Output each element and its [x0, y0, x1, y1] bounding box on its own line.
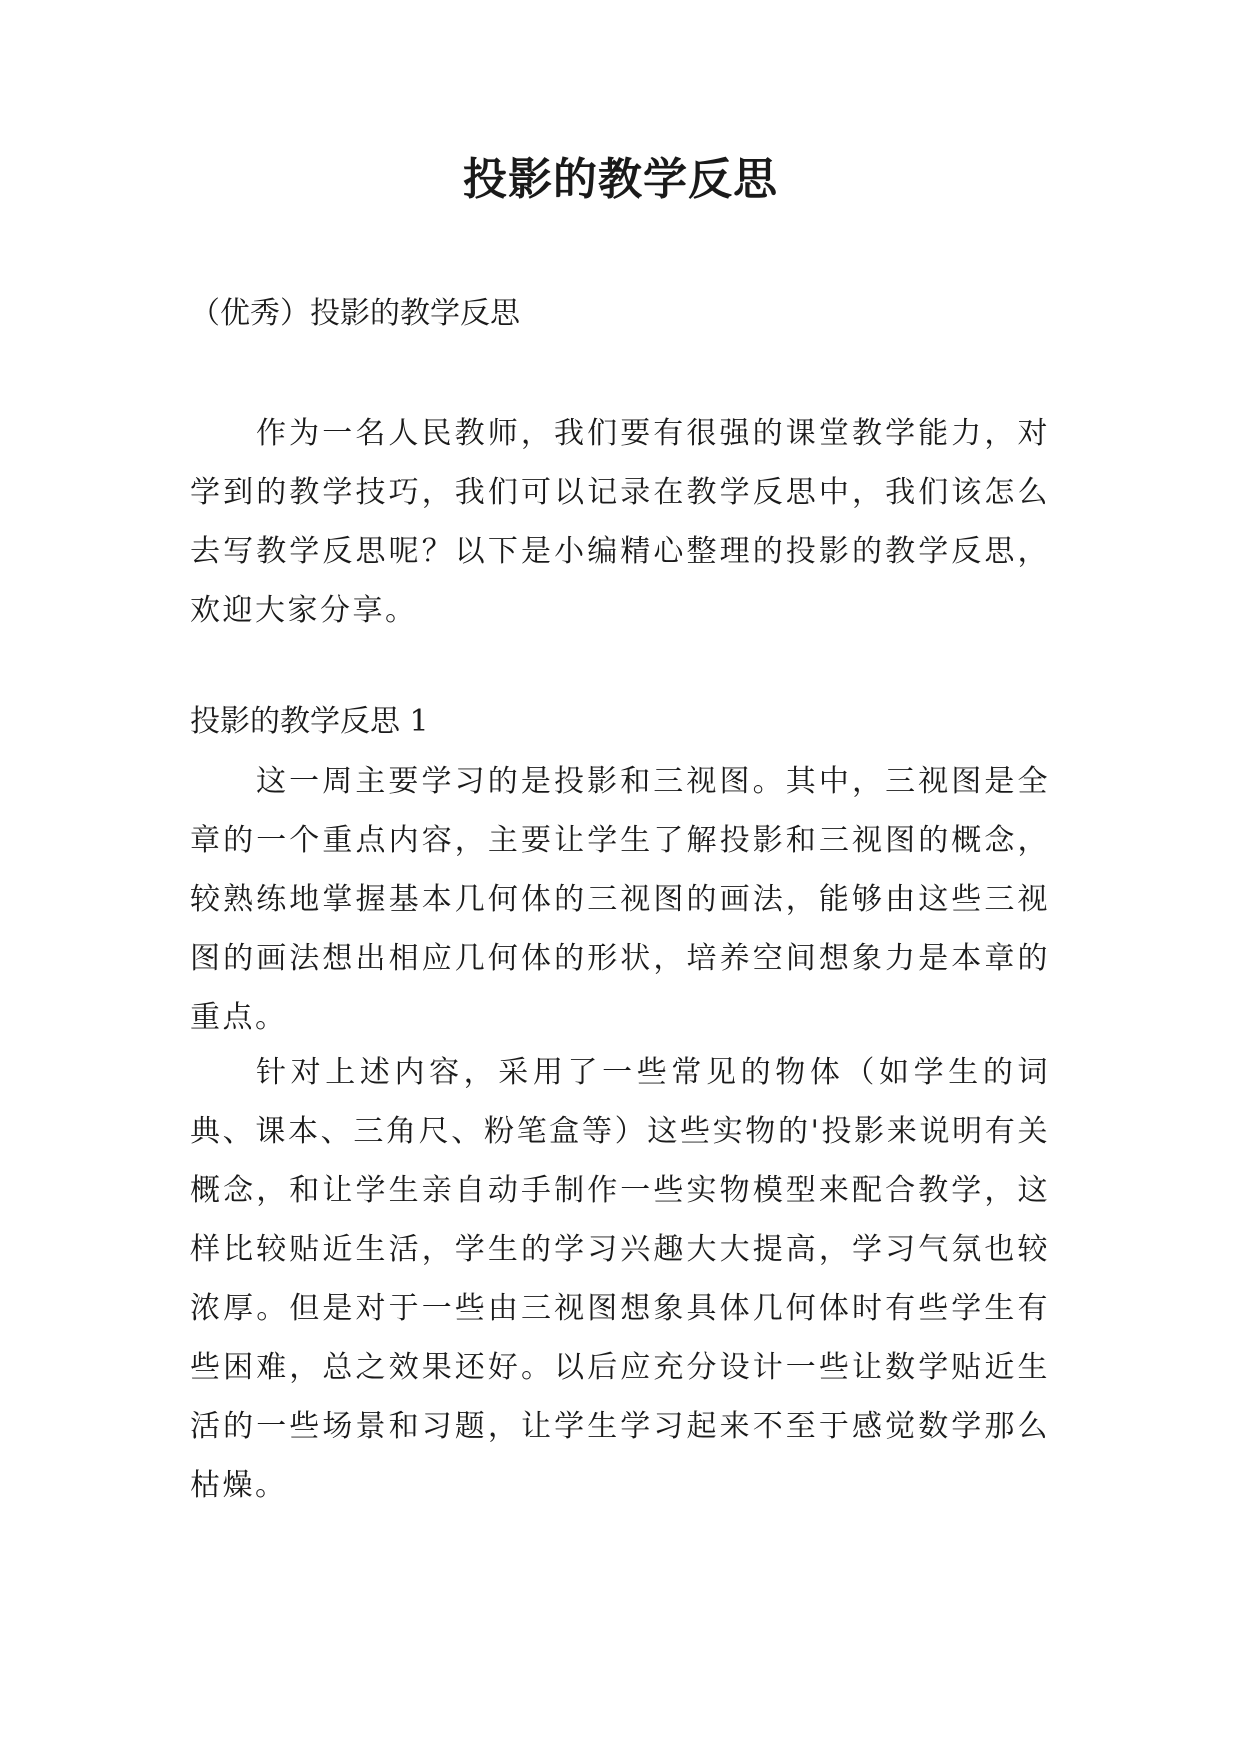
body-paragraph-1: 这一周主要学习的是投影和三视图。其中，三视图是全章的一个重点内容，主要让学生了解投影和三视图的概念，较熟练地掌握基本几何体的三视图的画法，能够由这些三视图的画法想出相应几何体的形状，培养空间想象力是本章的重点。	[190, 764, 1050, 1035]
intro-paragraph: 作为一名人民教师，我们要有很强的课堂教学能力，对学到的教学技巧，我们可以记录在教学反思中，我们该怎么去写教学反思呢？以下是小编精心整理的投影的教学反思，欢迎大家分享。	[190, 416, 1050, 628]
section-heading: 投影的教学反思 1	[190, 704, 429, 739]
document-title: 投影的教学反思	[463, 154, 778, 205]
document-subtitle: （优秀）投影的教学反思	[190, 296, 520, 331]
body-paragraph-2: 针对上述内容，采用了一些常见的物体（如学生的词典、课本、三角尺、粉笔盒等）这些实物的'投影来说明有关概念，和让学生亲自动手制作一些实物模型来配合教学，这样比较贴近生活，学生的学习兴趣大大提高，学习气氛也较浓厚。但是对于一些由三视图想象具体几何体时有些学生有些困难，总之效果还好。以后应充分设计一些让数学贴近生活的一些场景和习题，让学生学习起来不至于感觉数学那么枯燥。	[190, 1055, 1050, 1503]
